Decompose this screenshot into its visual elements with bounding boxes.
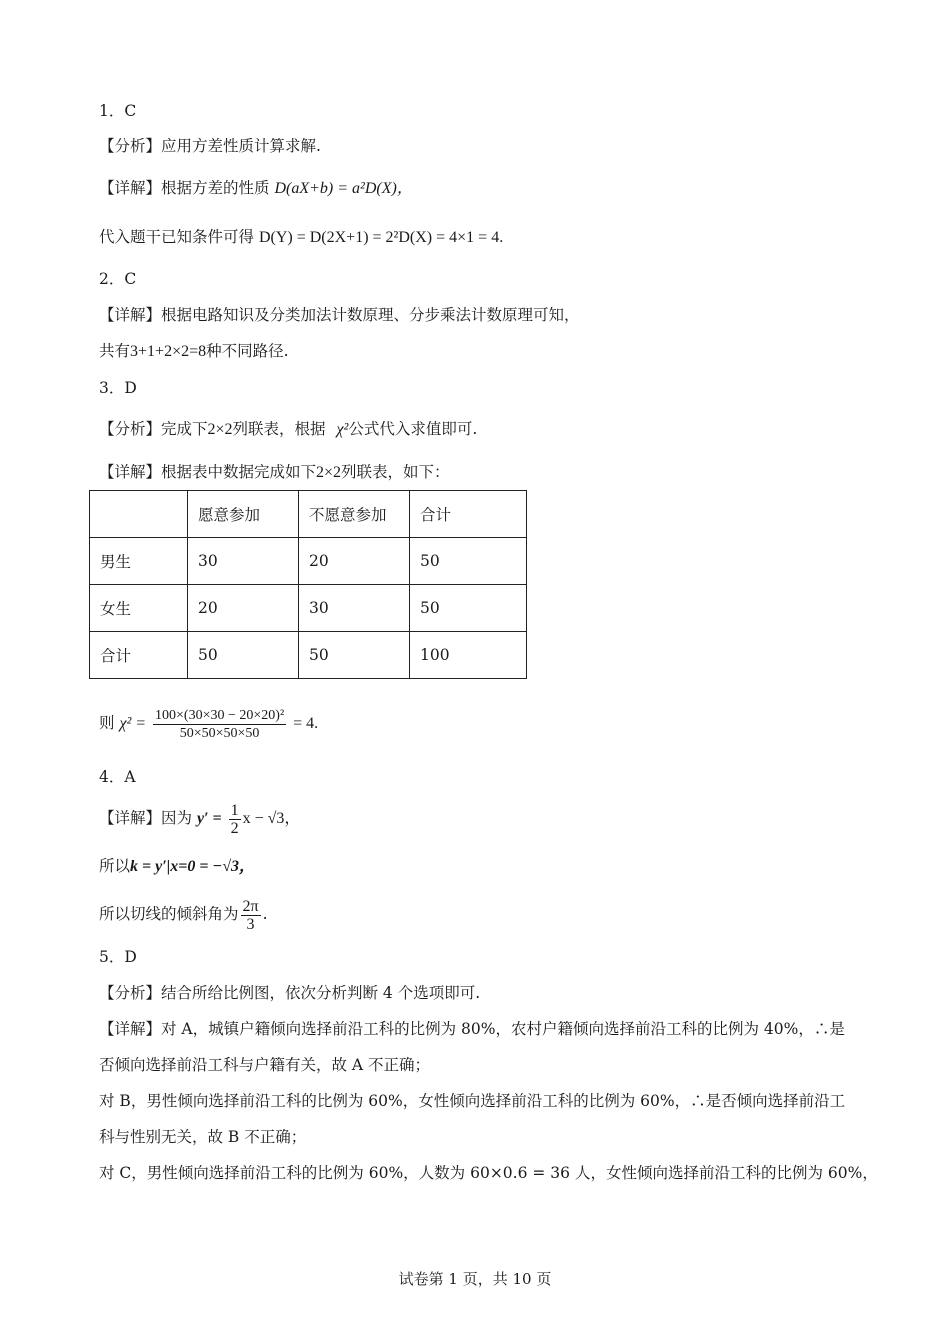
q2-number: 2．C	[99, 270, 137, 288]
q3-detail-prefix: 【详解】根据表中数据完成如下	[99, 463, 317, 481]
page-footer: 试卷第 1 页，共 10 页	[398, 1270, 552, 1288]
table-cell: 30	[299, 585, 410, 632]
q4-number: 4．A	[99, 768, 136, 786]
table-cell: 50	[410, 585, 527, 632]
table-cell: 30	[188, 538, 299, 585]
q5-detail-line-1: 【详解】对 A，城镇户籍倾向选择前沿工科的比例为 80%，农村户籍倾向选择前沿工科的比例为 40%，∴是	[99, 1020, 845, 1038]
table-cell: 50	[299, 632, 410, 679]
table-cell: 女生	[90, 585, 188, 632]
q1-substitution	[99, 226, 503, 249]
q3-analysis-formula2: χ²	[336, 421, 349, 438]
q5-detail-line-4: 科与性别无关，故 B 不正确；	[99, 1128, 307, 1146]
table-cell: 合计	[90, 632, 188, 679]
q4-angle-prefix: 所以切线的倾斜角为	[99, 905, 239, 923]
table-cell: 20	[299, 538, 410, 585]
table-cell: 愿意参加	[188, 491, 299, 538]
contingency-table	[89, 490, 527, 679]
q4-frac-num: 1	[230, 801, 239, 819]
q5-analysis: 【分析】结合所给比例图，依次分析判断 4 个选项即可.	[99, 984, 481, 1002]
q1-substitution-text: 代入题干已知条件可得	[99, 228, 255, 246]
q2-result-prefix: 共有	[99, 342, 131, 360]
q3-result	[99, 704, 318, 743]
table-cell	[90, 491, 188, 538]
q2-detail: 【详解】根据电路知识及分类加法计数原理、分步乘法计数原理可知，	[99, 306, 580, 324]
table-cell: 50	[410, 538, 527, 585]
q2-result-suffix: 种不同路径.	[206, 342, 289, 360]
q1-detail-formula: D(aX+b) = a²D(X)，	[274, 180, 413, 197]
q1-detail	[99, 177, 413, 200]
q3-analysis-formula1: 2×2	[207, 421, 233, 438]
q3-analysis-mid: 列联表，根据	[232, 420, 326, 438]
q3-result-rhs: = 4.	[293, 715, 319, 732]
q3-result-fraction	[153, 707, 286, 742]
q4-angle	[99, 894, 268, 934]
q4-angle-den: 3	[246, 915, 255, 933]
q3-detail-suffix: 列联表，如下：	[341, 463, 450, 481]
q4-detail-fraction	[229, 802, 241, 837]
q3-result-numerator: 100×(30×30 − 20×20)²	[155, 707, 285, 723]
q5-number: 5．D	[99, 948, 137, 966]
table-row	[90, 538, 527, 585]
q1-number: 1．C	[99, 102, 137, 120]
table-cell: 100	[410, 632, 527, 679]
q4-detail	[99, 798, 300, 839]
q4-detail-prefix: 【详解】因为	[99, 809, 193, 827]
q1-substitution-formula: D(Y) = D(2X+1) = 2²D(X) = 4×1 = 4.	[258, 229, 504, 246]
q1-detail-text: 【详解】根据方差的性质	[99, 179, 270, 197]
q4-angle-fraction	[241, 898, 261, 933]
q2-result	[99, 340, 289, 363]
q3-result-lhs: χ² =	[119, 715, 147, 732]
q5-detail-line-3: 对 B，男性倾向选择前沿工科的比例为 60%，女性倾向选择前沿工科的比例为 60%，∴是否倾向选择前沿工	[99, 1092, 846, 1110]
q3-analysis	[99, 418, 477, 441]
q5-detail-line-2: 否倾向选择前沿工科与户籍有关，故 A 不正确；	[99, 1056, 431, 1074]
q3-analysis-prefix: 【分析】完成下	[99, 420, 208, 438]
table-header-row	[90, 491, 527, 538]
q4-detail-lhs: y′ =	[196, 810, 222, 827]
q4-slope-prefix: 所以	[99, 857, 131, 875]
table-cell: 男生	[90, 538, 188, 585]
q4-detail-rest: x − √3，	[242, 810, 301, 827]
q5-detail-line-5: 对 C，男性倾向选择前沿工科的比例为 60%，人数为 60×0.6 = 36 人，女性倾向选择前沿工科的比例为 60%，	[99, 1164, 878, 1182]
table-cell: 不愿意参加	[299, 491, 410, 538]
table-cell: 50	[188, 632, 299, 679]
q3-result-denominator: 50×50×50×50	[179, 725, 260, 741]
table-row	[90, 632, 527, 679]
q1-analysis: 【分析】应用方差性质计算求解.	[99, 137, 321, 155]
table-row	[90, 585, 527, 632]
table-cell: 20	[188, 585, 299, 632]
q4-slope	[99, 855, 255, 878]
q4-frac-den: 2	[230, 819, 239, 837]
q3-detail-formula: 2×2	[316, 464, 342, 481]
q4-angle-num: 2π	[242, 897, 259, 915]
q3-result-prefix: 则	[99, 714, 115, 732]
q3-number: 3．D	[99, 379, 137, 397]
q4-angle-suffix: .	[262, 905, 268, 923]
table-cell: 合计	[410, 491, 527, 538]
q3-analysis-suffix: 公式代入求值即可.	[348, 420, 478, 438]
q3-detail	[99, 461, 450, 484]
q2-result-formula: 3+1+2×2=8	[130, 343, 207, 360]
q4-slope-formula: k = y′|x=0 = −√3，	[130, 858, 255, 875]
